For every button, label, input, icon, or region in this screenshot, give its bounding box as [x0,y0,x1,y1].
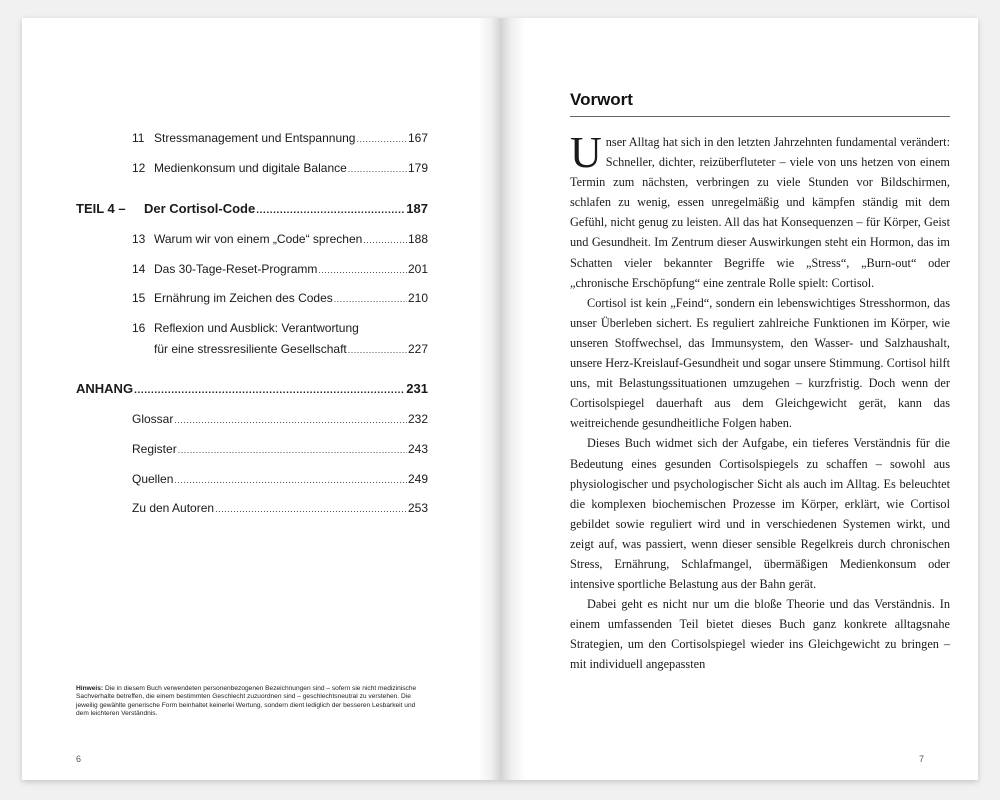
toc-leader-dots [363,235,407,245]
foreword-body [570,128,950,675]
page-number-left: 6 [76,754,82,764]
toc-entry-number: 11 [132,131,145,145]
toc-entry-number: 16 [132,321,146,335]
paragraph-3: Dieses Buch widmet sich der Aufgabe, ein tieferes Verständnis für die Bedeutung eines gesunden Cortisolspiegels zu schaffen – sowohl aus physiologischer und psychologischer Sicht als auch im Alltag. Es beleuchtet die komplexen biochemischen Prozesse im Körper, erklärt, wie Cortisol gebildet sowie reguliert wird und in verschiedenen Systemen wirkt, und zeigt auf, was passiert, wenn dieser sensible Regelkreis durch chronischen Stress, Ernährung, Schlafmangel, übermäßigen Medienkonsum oder intensive sportliche Belastung aus der Bahn gerät. [570,436,950,592]
toc-part-label: TEIL 4 – [76,201,126,216]
toc-part-page: 187 [406,201,428,216]
toc-entry-title: Stressmanagement und Entspannung [154,131,356,145]
toc-entry-page: 179 [407,161,428,175]
toc-part-page: 231 [406,381,428,396]
toc-entry-page: 232 [407,412,428,426]
toc-entry-title: Medienkonsum und digitale Balance [154,161,347,175]
toc-leader-dots [348,345,407,355]
toc-anhang-glossar[interactable] [132,412,428,426]
toc-entry-title: Das 30-Tage-Reset-Programm [154,262,318,276]
paragraph-2: Cortisol ist kein „Feind“, sondern ein lebenswichtiges Stresshormon, das unser Überleben sichert. Es reguliert zahlreiche Funktionen im Körper, wie unseren Stoffwechsel, das Immunsystem, den Wasser- und Salzhaushalt, unsere Herz-Kreislauf-Gesundheit und sogar unsere Stimmung. Cortisol hilft uns, mit Belastungssituationen umzugehen – kurzfristig. Doch wenn der Cortisolspiegel dauerhaft aus dem Gleichgewicht gerät, kann das weitreichende gesundheitliche Folgen haben. [570,295,950,431]
toc-leader-dots [356,134,407,144]
gutter-shadow-left [478,18,500,780]
toc-entry-page: 188 [407,232,428,246]
toc-entry-12[interactable] [132,161,428,175]
toc-entry-number: 13 [132,232,146,246]
toc-leader-dots [215,504,407,514]
toc-entry-16-line2[interactable] [154,342,428,356]
toc-anhang-quellen[interactable] [132,472,428,486]
toc-entry-13[interactable] [132,232,428,246]
toc-entry-page: 253 [407,501,428,515]
toc-leader-dots [134,385,405,396]
toc-entry-title: Zu den Autoren [132,501,215,515]
toc-leader-dots [334,294,407,304]
chapter-heading: Vorwort [570,90,950,117]
toc-part-title: Der Cortisol-Code [144,201,256,216]
toc-entry-number: 15 [132,291,146,305]
toc-leader-dots [256,205,405,216]
toc-leader-dots [348,164,407,174]
toc-anhang[interactable] [76,381,428,396]
toc-entry-11[interactable] [132,131,428,145]
toc-part-title: ANHANG [76,381,134,396]
toc-entry-title: Register [132,442,177,456]
toc-entry-number: 14 [132,262,146,276]
toc-leader-dots [318,265,407,275]
paragraph-1 [570,128,950,293]
toc-entry-title: Ernährung im Zeichen des Codes [154,291,333,305]
toc-entry-16[interactable] [132,321,359,335]
left-page [22,18,500,780]
toc-entry-page: 227 [407,342,428,356]
toc-entry-page: 210 [407,291,428,305]
toc-entry-15[interactable] [132,291,428,305]
toc-entry-title: Warum wir von einem „Code“ sprechen [154,232,363,246]
toc-entry-title-line1: Reflexion und Ausblick: Verantwortung [154,321,359,335]
page-number-right: 7 [918,754,924,764]
toc-entry-page: 243 [407,442,428,456]
toc-entry-title: Quellen [132,472,174,486]
gutter-shadow-right [500,18,526,780]
book-spread [22,18,978,780]
toc-part-4[interactable] [76,201,428,216]
drop-cap: U [570,128,602,177]
note-label: Hinweis: [76,685,104,692]
toc-leader-dots [174,415,407,425]
gender-note [76,685,428,719]
toc-entry-page: 167 [407,131,428,145]
note-text: Die in diesem Buch verwendeten personenbezogenen Bezeichnungen sind – sofern sie nicht medizinische Sachverhalte betreffen, die einem bestimmten Geschlecht zuzuordnen sind – geschlechtsneutral zu verstehen. Die jeweilig gewählte generische Form beinhaltet keinerlei Wertung, sondern dient lediglich der besseren Lesbarkeit und dem leichteren Verständnis. [76,685,417,718]
toc-entry-number: 12 [132,161,146,175]
toc-anhang-register[interactable] [132,442,428,456]
toc-entry-title-line2: für eine stressresiliente Gesellschaft [154,342,347,356]
toc-entry-page: 249 [407,472,428,486]
toc-entry-title: Glossar [132,412,174,426]
toc-anhang-autoren[interactable] [132,501,428,515]
paragraph-1-text: nser Alltag hat sich in den letzten Jahrzehnten fundamental verändert: Schneller, dichter, reizüberfluteter – viele von uns hetzen von einem Termin zum nächsten, verbringen zu viele Stunden vor Bildschirmen, schlafen zu wenig, essen unregelmäßig und kämpfen ständig mit dem Gefühl, nicht genug zu leisten. All das hat Konsequenzen – für Körper, Geist und Gesundheit. Im Zentrum dieser Auswirkungen steht ein Hormon, das im Schatten vieler bekannter Begriffe wie „Stress“, „Burn-out“ oder „chronische Erschöpfung“ eine zentrale Rolle spielt: Cortisol. [570,135,950,290]
toc-leader-dots [174,475,407,485]
right-page [500,18,978,780]
toc-entry-page: 201 [407,262,428,276]
paragraph-4: Dabei geht es nicht nur um die bloße Theorie und das Verständnis. In einem umfassenden Teil bietet dieses Buch ganz konkrete alltagsnahe Strategien, um den Cortisolspiegel wieder ins Gleichgewicht zu bringen – mit individuell angepassten [570,597,950,672]
toc-entry-14[interactable] [132,262,428,276]
toc-leader-dots [178,445,407,455]
